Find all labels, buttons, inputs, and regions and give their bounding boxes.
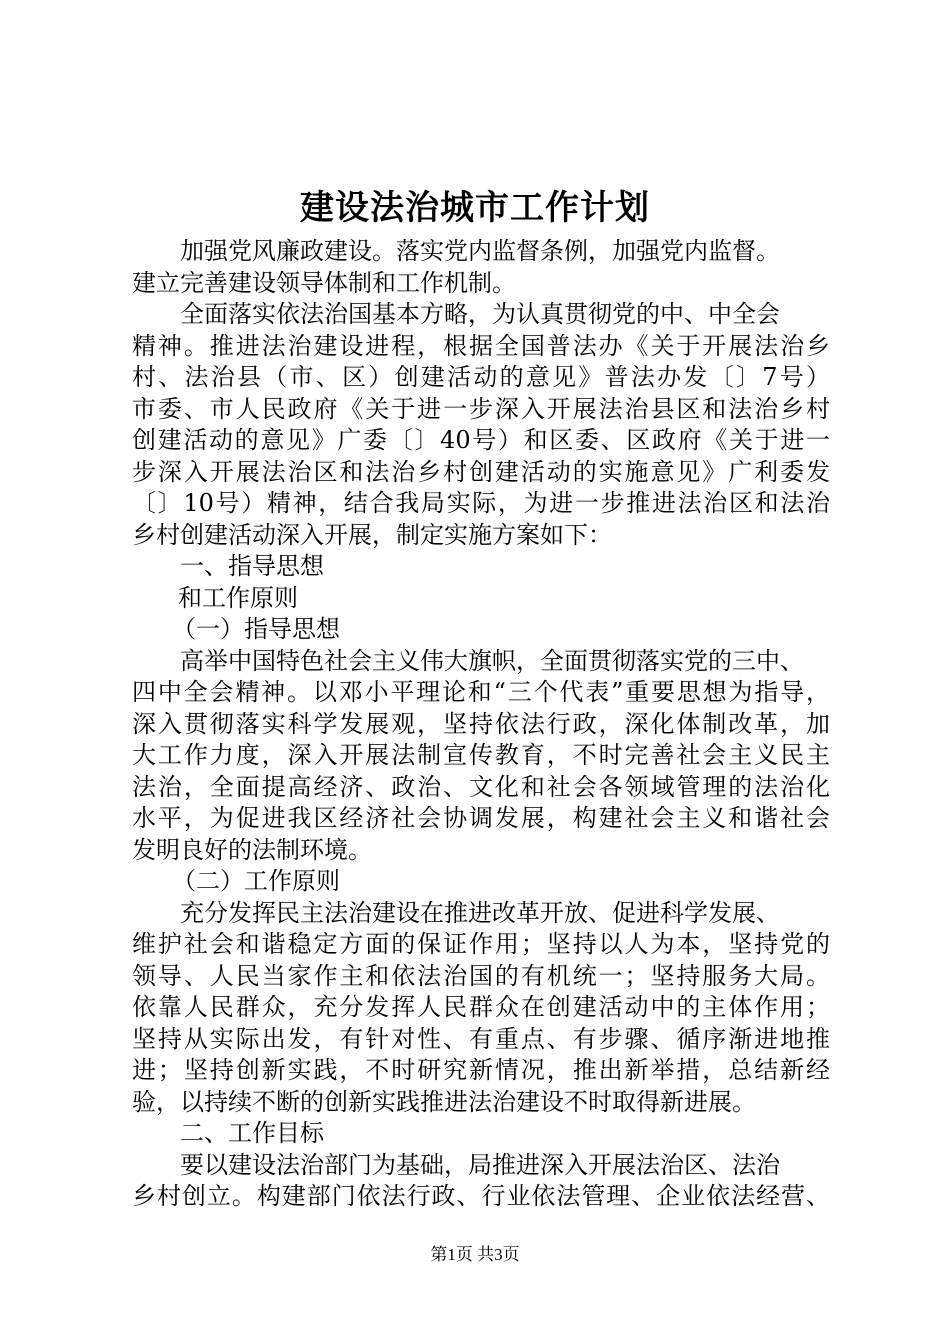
section-heading: 一、指导思想 <box>180 552 324 580</box>
page-number: 第1页 共3页 <box>430 1245 520 1264</box>
section-heading-continued: 和工作原则 <box>178 583 298 612</box>
paragraph-line: 高举中国特色社会主义伟大旗帜，全面贯彻落实党的三中、 <box>180 646 804 675</box>
paragraph-line: 坚持从实际出发，有针对性、有重点、有步骤、循序渐进地推 <box>132 1024 830 1053</box>
document-title: 建设法治城市工作计划 <box>300 188 650 228</box>
paragraph-line: 水平，为促进我区经济社会协调发展，构建社会主义和谐社会 <box>132 804 830 832</box>
subsection-heading: （二）工作原则 <box>172 867 340 895</box>
paragraph-line: 发明良好的法制环境。 <box>132 835 372 864</box>
paragraph-line: 乡村创立。构建部门依法行政、行业依法管理、企业依法经营、 <box>132 1182 830 1210</box>
section-heading: 二、工作目标 <box>180 1119 324 1147</box>
paragraph-line: 法治，全面提高经济、政治、文化和社会各领域管理的法治化 <box>132 772 830 801</box>
paragraph-line: 领导、人民当家作主和依法治国的有机统一；坚持服务大局。 <box>132 961 830 990</box>
document-body <box>132 236 830 1213</box>
paragraph-line: 维护社会和谐稳定方面的保证作用；坚持以人为本，坚持党的 <box>132 930 830 958</box>
paragraph-line: 乡村创建活动深入开展，制定实施方案如下： <box>132 520 612 549</box>
paragraph-line: 步深入开展法治区和法治乡村创建活动的实施意见》广利委发 <box>132 457 830 486</box>
paragraph-line: 进；坚持创新实践，不时研究新情况，推出新举措，总结新经 <box>132 1056 830 1084</box>
paragraph-line: 大工作力度，深入开展法制宣传教育，不时完善社会主义民主 <box>132 741 830 769</box>
paragraph-line: 充分发挥民主法治建设在推进改革开放、促进科学发展、 <box>180 898 780 927</box>
paragraph-line: 全面落实依法治国基本方略，为认真贯彻党的中、中全会 <box>180 300 780 328</box>
paragraph-line: 精神。推进法治建设进程，根据全国普法办《关于开展法治乡 <box>132 331 830 360</box>
paragraph-line: 〔〕10号）精神，结合我局实际，为进一步推进法治区和法治 <box>132 489 830 517</box>
paragraph-line: 依靠人民群众，充分发挥人民群众在创建活动中的主体作用； <box>132 993 830 1021</box>
paragraph-line: 加强党风廉政建设。落实党内监督条例，加强党内监督。 <box>180 237 780 265</box>
paragraph-line: 深入贯彻落实科学发展观，坚持依法行政，深化体制改革，加 <box>132 709 830 738</box>
paragraph-line: 验，以持续不断的创新实践推进法治建设不时取得新进展。 <box>132 1087 756 1116</box>
paragraph-line: 四中全会精神。以邓小平理论和“三个代表”重要思想为指导， <box>132 678 830 706</box>
paragraph-line: 创建活动的意见》广委〔〕40号）和区委、区政府《关于进一 <box>132 426 830 454</box>
subsection-heading: （一）指导思想 <box>172 615 340 643</box>
paragraph-line: 要以建设法治部门为基础，局推进深入开展法治区、法治 <box>180 1150 780 1179</box>
paragraph-line: 建立完善建设领导体制和工作机制。 <box>132 268 516 297</box>
paragraph-line: 市委、市人民政府《关于进一步深入开展法治县区和法治乡村 <box>132 394 830 423</box>
paragraph-line: 村、法治县（市、区）创建活动的意见》普法办发〔〕7号） <box>132 363 830 391</box>
